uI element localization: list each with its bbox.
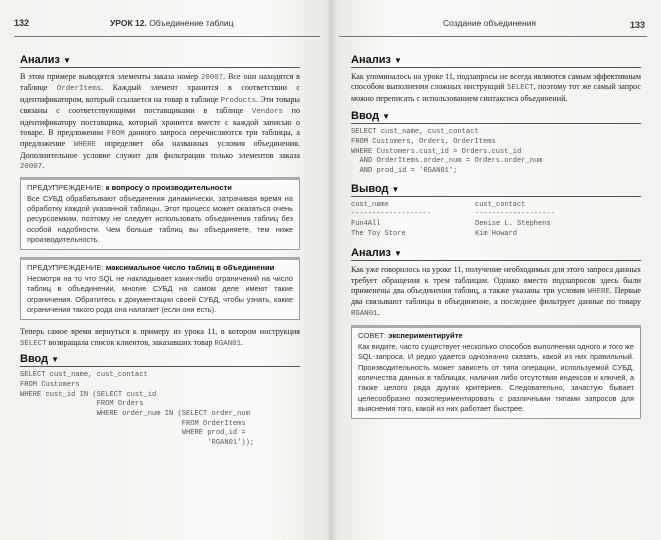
text-run: Как уже говорилось на уроке 11, получение необходимых для этого запроса данных требует обращения к трем таблицам. Однако вместо подзапросов здесь были применены два объединения таблиц, а также указаны три условия xyxy=(351,265,641,295)
inline-code: Vendors xyxy=(251,108,283,117)
tip-prefix: СОВЕТ: xyxy=(358,331,389,341)
output-separator: ------------------- xyxy=(475,210,555,219)
text-run: данного запроса перечисляются три таблицы, а предложение xyxy=(20,128,300,149)
output-cell: Kim Howard xyxy=(475,229,518,238)
inline-code: 20007 xyxy=(200,74,224,82)
text-run: . Все они находятся в таблице xyxy=(20,72,300,93)
text-run: . xyxy=(377,307,380,317)
analysis-heading-text: Анализ xyxy=(351,247,391,260)
right-column xyxy=(351,54,641,426)
inline-code: WHERE xyxy=(73,141,97,150)
left-running-title xyxy=(110,18,234,28)
text-run: Как упоминалось на уроке 11, подзапросы не всегда являются самым эффективным способом выполнения сложных инструкций xyxy=(351,72,641,92)
output-heading xyxy=(351,183,641,197)
inline-code: 20007 xyxy=(20,163,43,172)
text-run: по идентификатору поставщика, который хранится вместе с каждой записью о товаре. В предложении xyxy=(20,106,300,138)
right-page-header xyxy=(339,16,647,37)
analysis-heading-text: Анализ xyxy=(20,54,60,66)
text-run: возвращала список клиентов, заказавших товар xyxy=(46,337,215,347)
triangle-down-icon: ▼ xyxy=(62,56,71,65)
text-run: . Первые два связывают таблицы в объединение, а последнее фильтрует данные по товару xyxy=(351,285,641,307)
warning-body: Несмотря на то что SQL не накладывает каких-либо ограничений на число таблиц в объединении, многие СУБД на самом деле имеют такие ограничения. Обратитесь к документации своей СУБД, чтобы узнать, какие ограничения такого рода она налагает (если они есть). xyxy=(27,274,293,315)
text-run: Теперь самое время вернуться к примеру из урока 11, в котором инструкция xyxy=(20,327,300,337)
warning-title-text: к вопросу о производительности xyxy=(105,182,232,192)
table-row xyxy=(351,220,555,230)
inline-code: RGAN01 xyxy=(351,309,378,318)
triangle-down-icon: ▼ xyxy=(393,56,402,65)
warning-title xyxy=(27,263,293,273)
table-row xyxy=(351,230,555,240)
output-column-header: cust_contact xyxy=(475,200,526,209)
output-column-header: cust_name xyxy=(351,200,389,209)
right-paragraph-1 xyxy=(351,72,641,104)
input-heading xyxy=(351,110,641,124)
tip-body: Как видите, часто существует несколько способов выполнения одного и того же SQL-запроса. И редко удается однозначно сказать, какой из них правильный. Производительность может зависеть от типа операции, используемой СУБД, количества данных в таблицах, наличия либо отсутствия индексов и ключей, а также целого ряда других критериев. Следовательно, зачастую бывает целесообразно поэкспериментировать с различными типами запросов для выяснения того, какой из них работает быстрее. xyxy=(358,342,634,413)
left-paragraph-1 xyxy=(20,72,300,173)
triangle-down-icon: ▼ xyxy=(382,112,391,122)
output-header-row xyxy=(351,201,555,211)
right-running-title: Создание объединения xyxy=(443,18,537,28)
input-heading-text: Ввод xyxy=(351,110,380,123)
inline-code: WHERE xyxy=(587,287,610,296)
lesson-label: УРОК 12. xyxy=(110,18,147,28)
lesson-title: Объединение таблиц xyxy=(146,18,234,28)
warning-prefix: ПРЕДУПРЕЖДЕНИЕ: xyxy=(27,263,106,273)
analysis-heading xyxy=(351,247,641,261)
triangle-down-icon: ▼ xyxy=(393,249,402,259)
sql-code-subquery: SELECT cust_name, cust_contact FROM Customers WHERE cust_id IN (SELECT cust_id FROM Orders WHERE order_num IN (SELECT order_num FROM OrderItems WHERE prod_id = 'RGAN01')); xyxy=(20,371,255,448)
analysis-heading xyxy=(351,54,641,68)
left-column xyxy=(20,54,300,454)
output-cell: The Toy Store xyxy=(351,229,406,238)
output-separator: ------------------- xyxy=(351,210,431,219)
tip-title-text: экспериментируйте xyxy=(388,331,463,341)
right-page xyxy=(331,0,661,540)
analysis-heading xyxy=(20,54,300,68)
text-run: В этом примере выводятся элементы заказа номер xyxy=(20,72,201,81)
triangle-down-icon: ▼ xyxy=(391,184,400,194)
warning-box-max-tables xyxy=(20,257,300,320)
output-heading-text: Вывод xyxy=(351,182,389,195)
analysis-heading-text: Анализ xyxy=(351,54,391,66)
output-cell: Denise L. Stephens xyxy=(475,219,551,228)
text-run: . xyxy=(241,337,244,347)
warning-prefix: ПРЕДУПРЕЖДЕНИЕ: xyxy=(27,182,106,192)
left-page-header xyxy=(14,16,320,37)
inline-code: RGAN01 xyxy=(214,339,242,348)
text-run: . Каждый элемент хранится в соответствии с идентификатором, который ссылается на товар в таблице xyxy=(20,83,300,104)
left-page-number: 132 xyxy=(14,18,30,28)
output-cell: Fun4All xyxy=(351,219,381,228)
right-page-number: 133 xyxy=(629,20,645,30)
text-run: . Эти товары связаны с соответствующими поставщиками в таблице xyxy=(20,94,300,116)
text-run: определяет оба названных условия объединения. Дополнительное условие служит для фильтрации только элементов заказа xyxy=(20,139,300,160)
warning-box-performance xyxy=(20,177,300,250)
sql-code-join: SELECT cust_name, cust_contact FROM Customers, Orders, OrderItems WHERE Customers.cust_id = Orders.cust_id AND OrderItems.order_num = Orders.order_num AND prod_id = 'RGAN01'; xyxy=(351,128,543,176)
inline-code: OrderItems xyxy=(56,85,102,94)
query-output-table xyxy=(351,201,555,239)
text-run: . xyxy=(42,161,45,171)
inline-code: SELECT xyxy=(20,339,47,348)
left-paragraph-2 xyxy=(20,327,300,349)
inline-code: Products xyxy=(220,96,257,105)
inline-code: SELECT xyxy=(507,84,534,93)
triangle-down-icon: ▼ xyxy=(51,355,60,365)
warning-body: Все СУБД обрабатывают объединения динамически, затрачивая время на обработку каждой указанной таблицы. Этот процесс может оказаться очень ресурсоемким, поэтому не следует использовать объединения таблиц без особой надобности. Чем больше таблиц вы объединяете, тем ниже производительность. xyxy=(27,193,293,244)
tip-box-experiment xyxy=(351,325,641,419)
inline-code: FROM xyxy=(106,130,125,139)
right-paragraph-2 xyxy=(351,265,641,319)
input-heading xyxy=(20,353,300,367)
tip-title xyxy=(358,331,634,341)
warning-title xyxy=(27,183,293,193)
input-heading-text: Ввод xyxy=(20,353,49,366)
warning-title-text: максимальное число таблиц в объединении xyxy=(105,263,275,273)
output-separator-row xyxy=(351,210,555,220)
left-page xyxy=(0,0,330,540)
text-run: , поэтому тот же самый запрос можно переписать с использованием синтаксиса объединений. xyxy=(351,82,641,103)
